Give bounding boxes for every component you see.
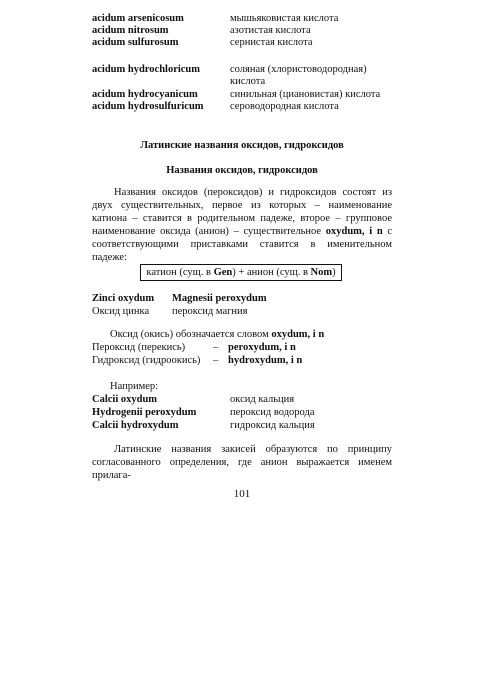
acid-translation: сероводородная кислота (230, 101, 339, 112)
formula-part-3: ) (332, 267, 336, 278)
hydroxide-label: Гидроксид (гидроокись) (92, 355, 201, 366)
peroxide-label: Пероксид (перекись) (92, 342, 186, 353)
example-latin: Calcii oxydum (92, 394, 158, 405)
intro-text-1: Названия оксидов (пероксидов) и гидроксидов состоят из двух существительных, первое из которых – наименование катиона – ставится в родительном падеже, второе – групповое наименование оксида (анион) – существительное (92, 187, 392, 237)
formula-part-1: катион (сущ. в (146, 267, 214, 278)
example-latin: Hydrogenii peroxydum (92, 407, 197, 418)
acid-latin: acidum sulfurosum (92, 37, 179, 48)
closing-paragraph: Латинские названия закисей образуются по принципу согласованного определения, где анион выражается именем прилага- (92, 444, 392, 481)
intro-term: oxydum, i n (325, 226, 383, 237)
acid-latin: acidum hydrosulfuricum (92, 101, 204, 112)
acid-translation: синильная (циановистая) кислота (230, 89, 381, 100)
example-heading: Например: (110, 381, 159, 392)
acid-translation: мышьяковистая кислота (230, 13, 339, 24)
acid-latin: acidum nitrosum (92, 25, 169, 36)
oxide-line (110, 329, 324, 341)
acid-latin: acidum hydrocyanicum (92, 89, 198, 100)
example-translation: оксид кальция (230, 394, 295, 405)
example-translation: гидроксид кальция (230, 420, 315, 431)
acid-translation: сернистая кислота (230, 37, 313, 48)
hydroxide-dash: – (213, 355, 219, 366)
formula-nom: Nom (310, 267, 333, 278)
hydroxide-term: hydroxydum, i n (228, 355, 303, 366)
peroxide-dash: – (213, 342, 219, 353)
subsection-title: Названия оксидов, гидроксидов (166, 165, 318, 176)
acid-translation: азотистая кислота (230, 25, 311, 36)
example-ru-b: пероксид магния (172, 306, 248, 317)
intro-paragraph (92, 186, 392, 264)
intro-text-2: с соответствующими приставками ставится в именительном падеже: (92, 226, 392, 263)
acid-translation: соляная (хлористоводородная) кислота (230, 64, 367, 87)
oxide-line-term: oxydum, i n (271, 329, 325, 340)
example-ru-a: Оксид цинка (92, 306, 150, 317)
example-latin-b: Magnesii peroxydum (172, 293, 267, 304)
peroxide-term: peroxydum, i n (228, 342, 296, 353)
page-number: 101 (233, 488, 251, 500)
acid-latin: acidum hydrochloricum (92, 64, 201, 75)
acid-latin: acidum arsenicosum (92, 13, 184, 24)
formula-box (140, 264, 342, 281)
section-title: Латинские названия оксидов, гидроксидов (140, 140, 344, 151)
formula-part-2: ) + анион (сущ. в (232, 267, 311, 278)
formula-gen: Gen (213, 267, 233, 278)
oxide-line-text: Оксид (окись) обозначается словом (110, 329, 272, 340)
example-translation: пероксид водорода (230, 407, 315, 418)
example-latin: Calcii hydroxydum (92, 420, 179, 431)
example-latin-a: Zinci oxydum (92, 293, 155, 304)
